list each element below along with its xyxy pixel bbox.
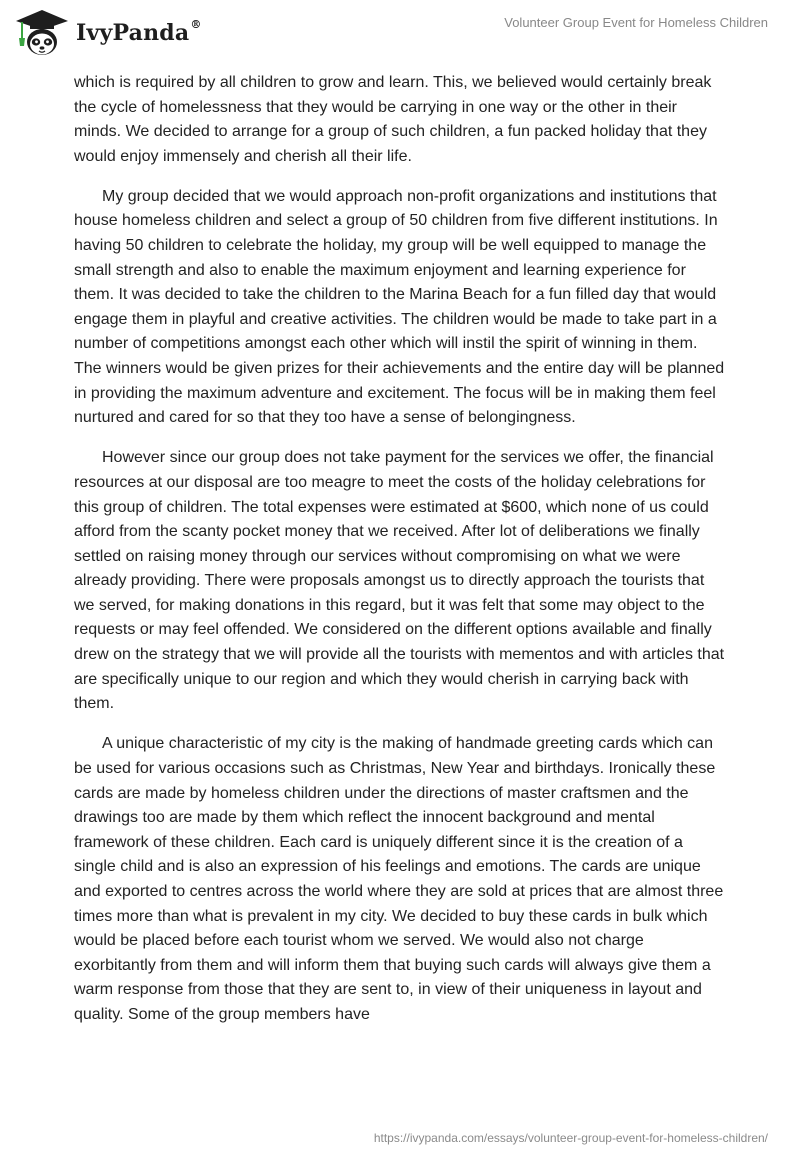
logo-wordmark (76, 17, 202, 46)
ivypanda-logo[interactable] (14, 8, 202, 58)
document-title: Volunteer Group Event for Homeless Children (504, 15, 768, 30)
paragraph: My group decided that we would approach non-profit organizations and institutions that house homeless children and select a group of 50 children from five different institutions. In having 50 children to celebrate the holiday, my group will be well equipped to manage the small strength and also to enable the maximum enjoyment and learning experience for them. It was decided to take the children to the Marina Beach for a fun filled day that would engage them in playful and creative activities. The children would be made to take part in a number of competitions amongst each other which will instil the spirit of winning in them. The winners would be given prizes for their achievements and the entire day will be planned in providing the maximum adventure and excitement. The focus will be in making them feel nurtured and cared for so that they too have a sense of belongingness. (74, 187, 725, 427)
panda-graduate-icon (14, 8, 70, 58)
registered-mark: ® (190, 17, 202, 31)
footer-source-url[interactable]: https://ivypanda.com/essays/volunteer-group-event-for-homeless-children/ (373, 1131, 768, 1145)
paragraph: However since our group does not take payment for the services we offer, the financial resources at our disposal are too meagre to meet the costs of the holiday celebrations for this group of children. The total expenses were estimated at $600, which none of us could afford from the scanty pocket money that we received. After lot of deliberations we finally settled on raising money through our services without compromising on what we were already providing. There were proposals amongst us to directly approach the tourists that we served, for making donations in this regard, but it was felt that some may object to the requests or may feel offended. We considered on the different options available and finally drew on the strategy that we will provide all the tourists with mementos and with articles that are specifically unique to our region and which they would cherish in carrying back with them. (74, 449, 725, 713)
paragraph: which is required by all children to grow and learn. This, we believed would certainly break the cycle of homelessness that they would be carrying in one way or the other in their minds. We decided to arrange for a group of such children, a fun packed holiday that they would enjoy immensely and cherish all their life. (74, 74, 712, 165)
logo-text: IvyPanda (76, 20, 190, 46)
page-header (0, 0, 800, 66)
paragraph: A unique characteristic of my city is the making of handmade greeting cards which can be used for various occasions such as Christmas, New Year and birthdays. Ironically these cards are made by homeless children under the directions of master craftsmen and the drawings too are made by them which reflect the innocent background and mental framework of these children. Each card is uniquely different since it is the creation of a single child and is also an expression of his feelings and emotions. The cards are unique and exported to centres across the world where they are sold at prices that are almost three times more than what is prevalent in my city. We decided to buy these cards in bulk which would be placed before each tourist whom we served. We would also not charge exorbitantly from them and will inform them that buying such cards will always give them a warm response from those that they are sent to, in view of their uniqueness in layout and quality. Some of the group members have (74, 735, 724, 1023)
essay-body (74, 71, 728, 1043)
